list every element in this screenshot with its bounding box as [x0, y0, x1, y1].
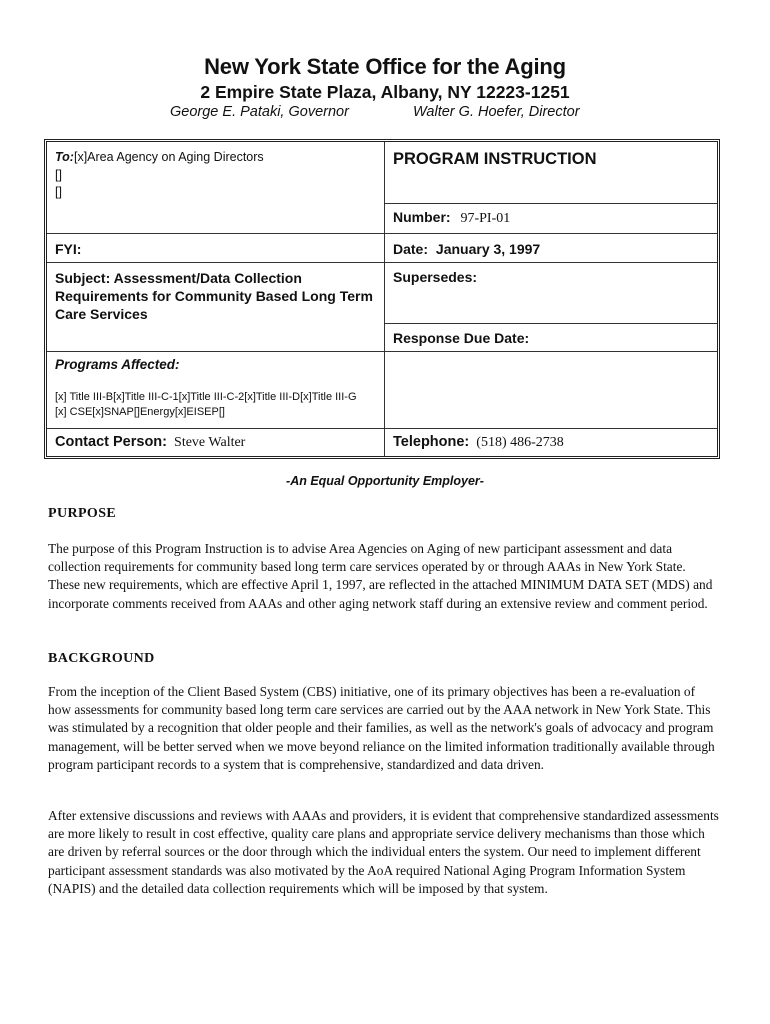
- programs-affected-label: Programs Affected:: [55, 357, 180, 372]
- divider: [47, 233, 717, 234]
- divider: [47, 262, 717, 263]
- to-line1: [x]Area Agency on Aging Directors: [73, 150, 264, 164]
- number-field: [393, 209, 510, 227]
- response-due-label: Response Due Date:: [393, 330, 530, 346]
- agency-address: 2 Empire State Plaza, Albany, NY 12223-1251: [200, 82, 570, 102]
- telephone-field: [393, 434, 564, 451]
- contact-field: [55, 434, 245, 451]
- director-name: Walter G. Hoefer, Director: [413, 104, 580, 120]
- number-value: 97-PI-01: [460, 211, 511, 226]
- to-line3: []: [55, 185, 62, 199]
- supersedes-label: Supersedes:: [393, 269, 478, 285]
- telephone-label: Telephone:: [393, 434, 470, 450]
- agency-name: New York State Office for the Aging: [204, 54, 566, 79]
- contact-value: Steve Walter: [174, 435, 246, 450]
- program-instruction-form: [44, 139, 720, 459]
- background-heading: BACKGROUND: [48, 651, 155, 666]
- background-paragraph-1: From the inception of the Client Based System (CBS) initiative, one of its primary objectives has been a re-evaluation of how assessments for community based long term care services are carried out by the AAA network in New York State. This was stimulated by a recognition that older people and their families, as well as the network's goals of advocacy and program management, will be better served when we move beyond reliance on the limited information traditionally available through program participant records to a system that is comprehensive, standardized and data driven.: [48, 684, 715, 772]
- to-field: [55, 150, 264, 164]
- divider: [47, 351, 717, 352]
- divider: [384, 323, 717, 324]
- subject-field: [55, 269, 375, 323]
- fyi-label: FYI:: [55, 241, 82, 257]
- governor-name: George E. Pataki, Governor: [170, 104, 349, 120]
- date-label: Date:: [393, 241, 429, 257]
- divider: [384, 203, 717, 204]
- purpose-paragraph: The purpose of this Program Instruction is to advise Area Agencies on Aging of new participant assessment and data collection requirements for community based long term care services operated by or through AAAs in New York State. These new requirements, which are effective April 1, 1997, are reflected in the attached MINIMUM DATA SET (MDS) and incorporate comments received from AAAs and other aging network staff during an extensive review and comment period.: [48, 541, 713, 611]
- to-label: To:: [55, 150, 74, 164]
- date-value: January 3, 1997: [435, 241, 541, 257]
- to-line2: []: [55, 168, 62, 182]
- programs-line2: [x] CSE[x]SNAP[]Energy[x]EISEP[]: [55, 406, 225, 418]
- program-instruction-title: PROGRAM INSTRUCTION: [393, 150, 597, 168]
- equal-opportunity-employer: -An Equal Opportunity Employer-: [286, 474, 484, 488]
- divider: [47, 428, 717, 429]
- column-divider: [384, 428, 385, 456]
- date-field: [393, 241, 540, 257]
- column-divider: [384, 142, 385, 432]
- subject-value: Assessment/Data Collection Requirements for Community Based Long Term Care Services: [55, 270, 373, 322]
- telephone-value: (518) 486-2738: [476, 435, 564, 450]
- programs-line1: [x] Title III-B[x]Title III-C-1[x]Title III-C-2[x]Title III-D[x]Title III-G: [55, 391, 357, 403]
- purpose-heading: PURPOSE: [48, 506, 117, 521]
- number-label: Number:: [393, 209, 451, 225]
- contact-label: Contact Person:: [55, 434, 167, 450]
- background-paragraph-2: After extensive discussions and reviews with AAAs and providers, it is evident that comprehensive standardized assessments are more likely to result in cost effective, quality care plans and appropriate service delivery mechanisms than those which are driven by referral sources or the door through which the individual enters the system. Our need to implement different participant assessment standards was also motivated by the AoA required National Aging Program Information System (NAPIS) and the detailed data collection requirements which will be imposed by that system.: [48, 808, 719, 896]
- subject-label: Subject:: [55, 270, 111, 286]
